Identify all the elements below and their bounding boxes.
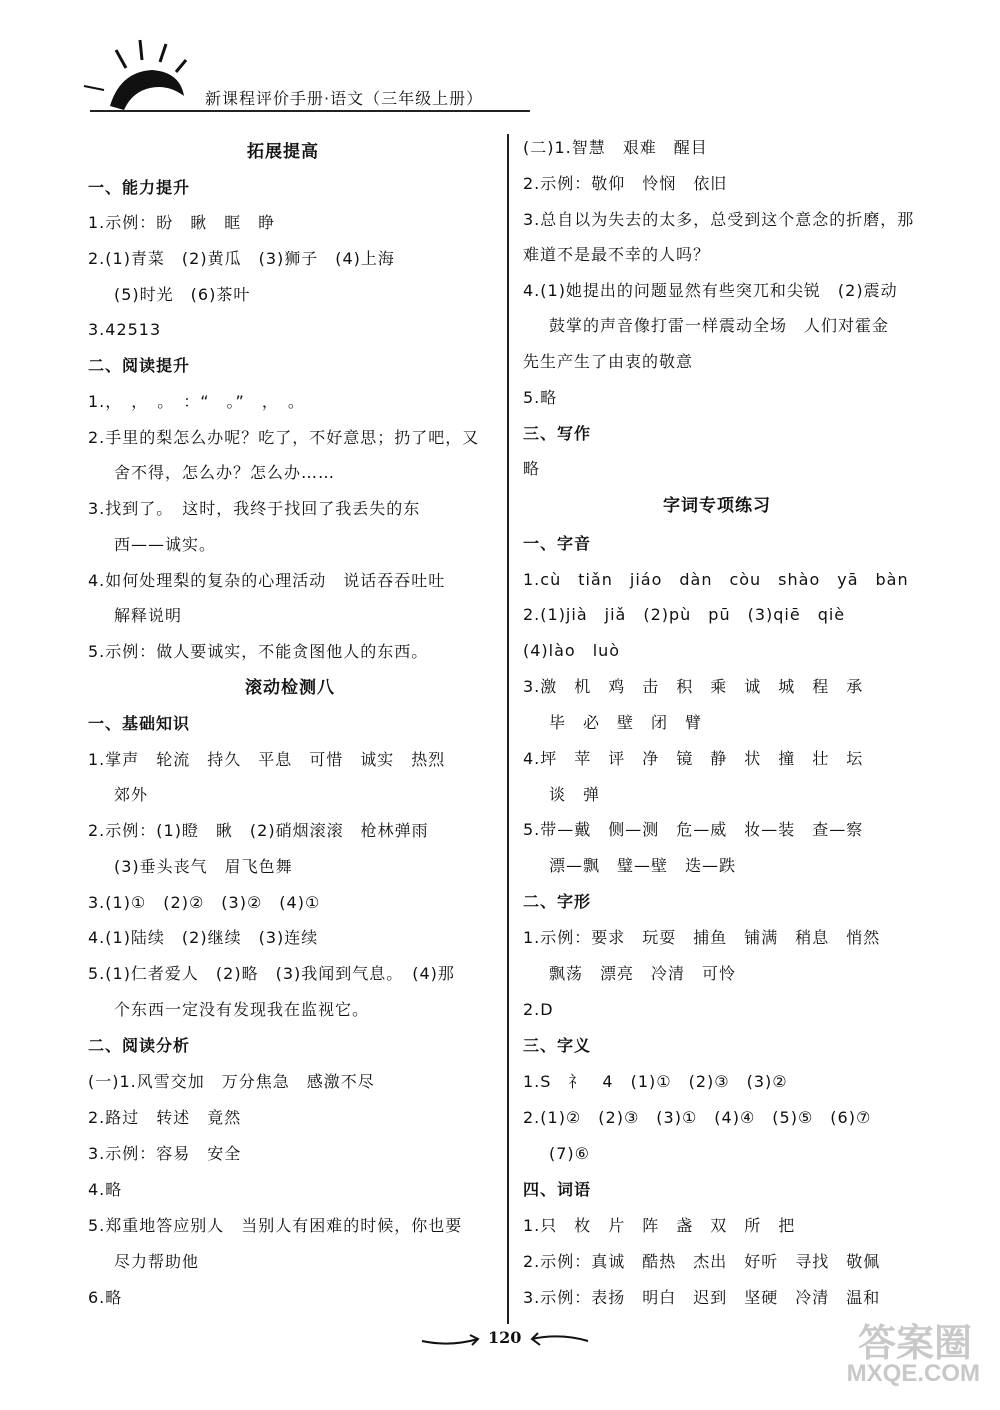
answer-line: (3)垂头丧气 眉飞色舞 [114, 857, 293, 876]
answer-line: 郊外 [114, 785, 149, 804]
answer-line: 解释说明 [114, 606, 183, 625]
answer-line: 1.， ， 。 ：“ 。” ， 。 [88, 392, 305, 411]
answer-line: (一)1.风雪交加 万分焦急 感激不尽 [88, 1072, 375, 1091]
watermark [780, 1312, 980, 1392]
answer-line: 1.cù tiǎn jiáo dàn còu shào yā bàn [523, 570, 909, 589]
answer-line: 谈 弹 [549, 785, 601, 804]
answer-line: 漂—飘 璧—壁 迭—跌 [549, 856, 737, 875]
answer-line: 5.略 [523, 388, 558, 407]
section-heading: 一、基础知识 [88, 714, 191, 733]
section-title: 滚动检测八 [245, 678, 335, 698]
answer-line: 4.略 [88, 1180, 123, 1199]
header-rule [90, 110, 530, 112]
answer-line: 1.示例：要求 玩耍 捕鱼 铺满 稍息 悄然 [523, 928, 881, 947]
answer-line: 个东西一定没有发现我在监视它。 [114, 1000, 370, 1019]
section-heading: 一、字音 [523, 534, 592, 553]
answer-line: 3.激 机 鸡 击 积 乘 诚 城 程 承 [523, 677, 864, 696]
answer-line: 毕 必 壁 闭 臂 [549, 713, 703, 732]
answer-line: 4.(1)陆续 (2)继续 (3)连续 [88, 928, 319, 947]
answer-line: 4.坪 苹 评 净 镜 静 状 撞 壮 坛 [523, 749, 864, 768]
column-divider [507, 134, 509, 1324]
page-number: 120 [488, 1328, 522, 1347]
answer-line: 5.郑重地答应别人 当别人有困难的时候，你也要 [88, 1216, 463, 1235]
watermark-logo: 答案圈 [857, 1321, 972, 1365]
answer-line: 2.手里的梨怎么办呢？吃了，不好意思；扔了吧，又 [88, 428, 480, 447]
answer-line: (7)⑥ [549, 1144, 591, 1163]
section-heading: 二、阅读分析 [88, 1036, 191, 1055]
section-heading: 三、写作 [523, 424, 592, 443]
sun-logo-icon [80, 34, 220, 114]
answer-line: 先生产生了由衷的敬意 [523, 352, 694, 371]
answer-line: 尽力帮助他 [114, 1252, 200, 1271]
answer-line: 5.带—戴 侧—测 危—威 妆—装 查—察 [523, 820, 864, 839]
section-heading: 一、能力提升 [88, 178, 191, 197]
answer-line: 2.(1)② (2)③ (3)① (4)④ (5)⑤ (6)⑦ [523, 1108, 872, 1127]
answer-line: 难道不是最不幸的人吗？ [523, 245, 711, 264]
answer-line: 3.总自以为失去的太多，总受到这个意念的折磨，那 [523, 210, 915, 229]
page-footer [420, 1325, 590, 1355]
answer-line: 鼓掌的声音像打雷一样震动全场 人们对霍金 [549, 316, 890, 335]
answer-line: 5.示例：做人要诚实，不能贪图他人的东西。 [88, 642, 429, 661]
answer-line: (5)时光 (6)茶叶 [114, 285, 251, 304]
answer-line: 1.示例：盼 瞅 眶 睁 [88, 213, 276, 232]
answer-line: 3.42513 [88, 320, 162, 339]
header-title: 新课程评价手册·语文（三年级上册） [205, 89, 484, 108]
answer-line: 1.S 礻 4 (1)① (2)③ (3)② [523, 1072, 788, 1091]
answer-line: 西——诚实。 [114, 535, 217, 554]
section-title: 字词专项练习 [663, 496, 771, 516]
answer-line: 3.示例：容易 安全 [88, 1144, 242, 1163]
answer-line: 2.D [523, 1000, 554, 1019]
answer-line: 舍不得，怎么办？怎么办…… [114, 463, 336, 482]
answer-line: (4)lào luò [523, 641, 621, 660]
answer-line: 3.示例：表扬 明白 迟到 坚硬 冷清 温和 [523, 1288, 881, 1307]
answer-line: 2.示例：敬仰 怜悯 依旧 [523, 174, 728, 193]
answer-line: 2.示例：(1)瞪 瞅 (2)硝烟滚滚 枪林弹雨 [88, 821, 429, 840]
section-heading: 二、字形 [523, 892, 592, 911]
answer-line: (二)1.智慧 艰难 醒目 [523, 138, 708, 157]
answer-line: 2.(1)青菜 (2)黄瓜 (3)狮子 (4)上海 [88, 249, 395, 268]
answer-line: 3.(1)① (2)② (3)② (4)① [88, 893, 321, 912]
answer-line: 3.找到了。 这时，我终于找回了我丢失的东 [88, 499, 421, 518]
section-heading: 四、词语 [523, 1180, 592, 1199]
answer-line: 1.只 枚 片 阵 盏 双 所 把 [523, 1216, 796, 1235]
answer-line: 4.(1)她提出的问题显然有些突兀和尖锐 (2)震动 [523, 281, 898, 300]
section-heading: 二、阅读提升 [88, 356, 191, 375]
answer-line: 略 [523, 459, 541, 478]
answer-line: 6.略 [88, 1288, 123, 1307]
watermark-url: MXQE.COM [846, 1360, 980, 1387]
answer-line: 飘荡 漂亮 冷清 可怜 [549, 964, 737, 983]
answer-line: 2.示例：真诚 酷热 杰出 好听 寻找 敬佩 [523, 1252, 881, 1271]
section-title: 拓展提高 [247, 142, 319, 162]
answer-line: 2.(1)jià jiǎ (2)pù pū (3)qiē qiè [523, 605, 846, 624]
answer-line: 4.如何处理梨的复杂的心理活动 说话吞吞吐吐 [88, 571, 446, 590]
answer-line: 2.路过 转述 竟然 [88, 1108, 242, 1127]
answer-line: 1.掌声 轮流 持久 平息 可惜 诚实 热烈 [88, 750, 446, 769]
page-header [80, 34, 540, 114]
section-heading: 三、字义 [523, 1036, 592, 1055]
answer-line: 5.(1)仁者爱人 (2)略 (3)我闻到气息。 (4)那 [88, 964, 455, 983]
